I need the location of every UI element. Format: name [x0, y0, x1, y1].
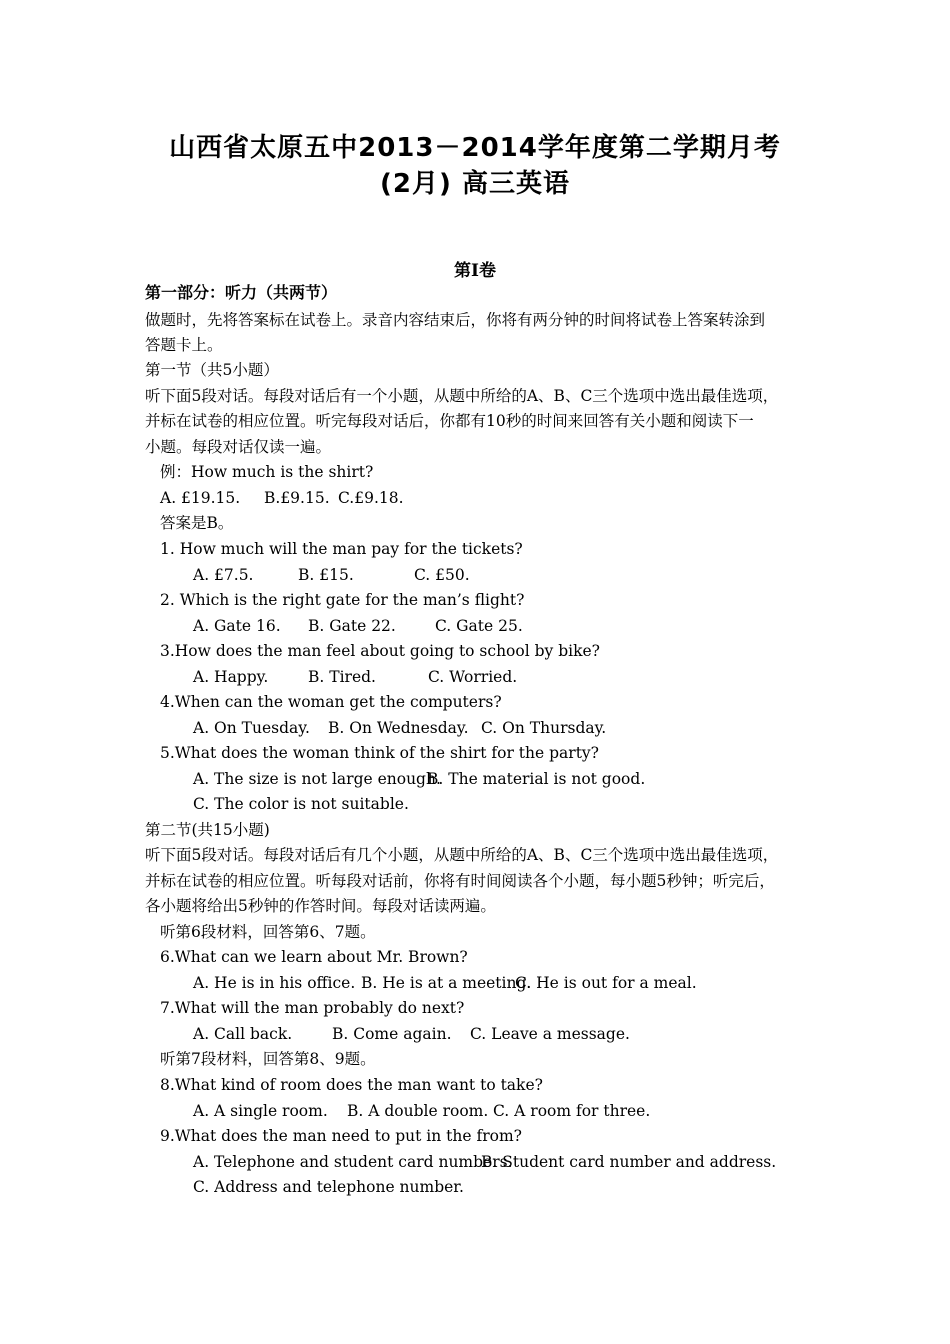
- question-1-option-b: B. £15.: [298, 566, 354, 584]
- material-7-note: 听第7段材料，回答第8、9题。: [160, 1050, 376, 1068]
- question-7-option-a: A. Call back.: [193, 1025, 293, 1043]
- question-9-option-b: B. Student card number and address.: [481, 1153, 777, 1171]
- question-8-option-a: A. A single room.: [193, 1102, 328, 1120]
- question-9-option-c: C. Address and telephone number.: [193, 1178, 464, 1196]
- question-4-option-a: A. On Tuesday.: [193, 719, 310, 737]
- question-9: 9.What does the man need to put in the from?: [160, 1127, 522, 1145]
- question-1-option-a: A. £7.5.: [193, 566, 254, 584]
- question-2: 2. Which is the right gate for the man’s flight?: [160, 591, 525, 609]
- question-1: 1. How much will the man pay for the tickets?: [160, 540, 523, 558]
- question-1-option-c: C. £50.: [414, 566, 470, 584]
- section2-heading: 第二节(共15小题): [145, 821, 270, 839]
- part1-intro-line2: 答题卡上。: [145, 336, 223, 354]
- question-5-option-a: A. The size is not large enough.: [193, 770, 441, 788]
- example-question: 例：How much is the shirt?: [160, 463, 374, 481]
- question-8-option-b: B. A double room.: [347, 1102, 489, 1120]
- question-4-option-c: C. On Thursday.: [481, 719, 607, 737]
- section2-instr-line3: 各小题将给出5秒钟的作答时间。每段对话读两遍。: [145, 897, 496, 915]
- example-option-c: C.£9.18.: [338, 489, 404, 507]
- part1-intro-line1: 做题时，先将答案标在试卷上。录音内容结束后，你将有两分钟的时间将试卷上答案转涂到: [145, 311, 766, 329]
- question-7: 7.What will the man probably do next?: [160, 999, 465, 1017]
- question-5: 5.What does the woman think of the shirt for the party?: [160, 744, 599, 762]
- question-3: 3.How does the man feel about going to school by bike?: [160, 642, 600, 660]
- section1-instr-line1: 听下面5段对话。每段对话后有一个小题，从题中所给的A、B、C三个选项中选出最佳选项，: [145, 387, 779, 405]
- question-3-option-b: B. Tired.: [308, 668, 376, 686]
- question-2-option-a: A. Gate 16.: [193, 617, 281, 635]
- question-8: 8.What kind of room does the man want to take?: [160, 1076, 543, 1094]
- question-8-option-c: C. A room for three.: [493, 1102, 651, 1120]
- section1-instr-line2: 并标在试卷的相应位置。听完每段对话后，你都有10秒的时间来回答有关小题和阅读下一: [145, 412, 754, 430]
- question-3-option-c: C. Worried.: [428, 668, 518, 686]
- question-4-option-b: B. On Wednesday.: [328, 719, 469, 737]
- question-6-option-a: A. He is in his office.: [193, 974, 356, 992]
- section1-instr-line3: 小题。每段对话仅读一遍。: [145, 438, 332, 456]
- question-6-option-b: B. He is at a meeting.: [361, 974, 532, 992]
- section1-heading: 第一节（共5小题）: [145, 361, 279, 379]
- material-6-note: 听第6段材料，回答第6、7题。: [160, 923, 376, 941]
- question-6-option-c: C. He is out for a meal.: [515, 974, 697, 992]
- question-2-option-b: B. Gate 22.: [308, 617, 396, 635]
- part1-heading: 第一部分：听力（共两节）: [145, 283, 338, 302]
- question-3-option-a: A. Happy.: [193, 668, 269, 686]
- question-7-option-c: C. Leave a message.: [470, 1025, 630, 1043]
- volume-label: 第Ⅰ卷: [454, 261, 496, 281]
- question-2-option-c: C. Gate 25.: [435, 617, 523, 635]
- page-title: 山西省太原五中2013－2014学年度第二学期月考: [169, 133, 781, 163]
- example-answer: 答案是B。: [160, 514, 234, 532]
- question-5-option-b: B. The material is not good.: [427, 770, 646, 788]
- question-6: 6.What can we learn about Mr. Brown?: [160, 948, 468, 966]
- section2-instr-line2: 并标在试卷的相应位置。听每段对话前，你将有时间阅读各个小题，每小题5秒钟；听完后，: [145, 872, 775, 890]
- question-5-option-c: C. The color is not suitable.: [193, 795, 409, 813]
- question-9-option-a: A. Telephone and student card numbers.: [193, 1153, 513, 1171]
- question-4: 4.When can the woman get the computers?: [160, 693, 502, 711]
- example-option-b: B.£9.15.: [264, 489, 330, 507]
- example-option-a: A. £19.15.: [160, 489, 241, 507]
- section2-instr-line1: 听下面5段对话。每段对话后有几个小题，从题中所给的A、B、C三个选项中选出最佳选项，: [145, 846, 779, 864]
- question-7-option-b: B. Come again.: [332, 1025, 452, 1043]
- page-subtitle: (2月) 高三英语: [380, 169, 570, 199]
